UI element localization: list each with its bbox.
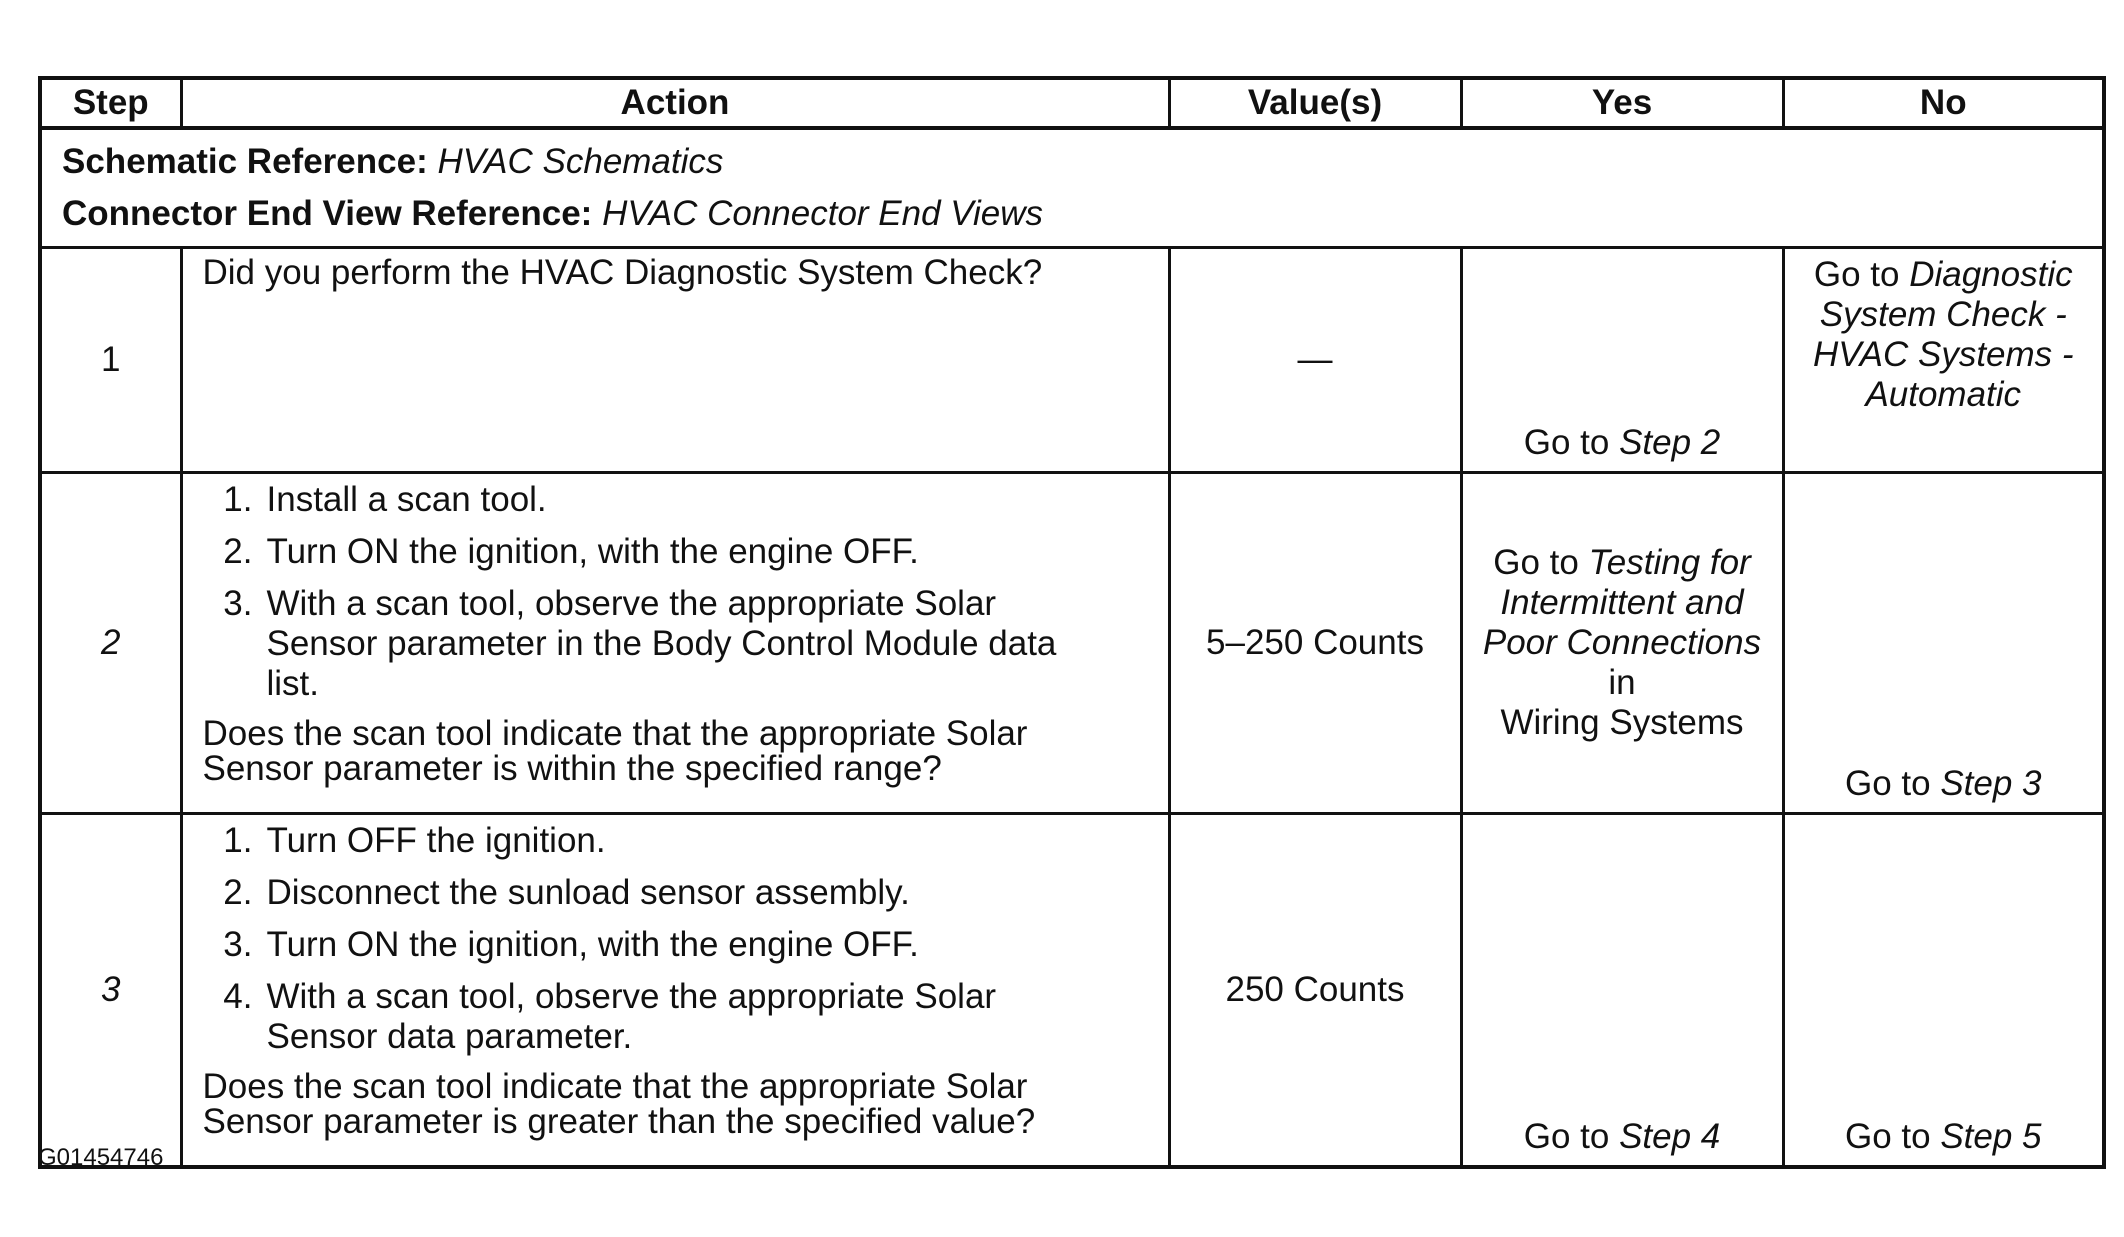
diagnostic-table [38, 76, 2106, 1169]
value-cell: 5–250 Counts [1169, 473, 1461, 814]
no-cell [1783, 814, 2104, 1168]
no-prefix: Go to [1844, 764, 1931, 803]
value-cell: 250 Counts [1169, 814, 1461, 1168]
table-row [40, 248, 2104, 473]
no-cell [1783, 473, 2104, 814]
header-action: Action [181, 78, 1169, 128]
header-step: Step [40, 78, 181, 128]
yes-link[interactable]: Testing for Intermittent and Poor Connections [1482, 543, 1762, 662]
yes-cell [1461, 814, 1783, 1168]
item-text: Disconnect the sunload sensor assembly. [266, 873, 910, 912]
item-text: Turn ON the ignition, with the engine OFF. [266, 532, 919, 571]
item-number: 2. [223, 873, 253, 912]
item-number: 4. [223, 977, 253, 1016]
no-link[interactable]: Diagnostic System Check - HVAC Systems - Automatic [1812, 255, 2074, 414]
connector-reference-label: Connector End View Reference: [62, 194, 593, 233]
yes-cell [1461, 248, 1783, 473]
step-number: 1 [40, 248, 181, 473]
step-number: 3 [40, 814, 181, 1168]
item-number: 3. [223, 584, 253, 623]
value-cell: — [1169, 248, 1461, 473]
action-steps-list [203, 480, 1158, 704]
action-cell [181, 248, 1169, 473]
item-text: With a scan tool, observe the appropriate Solar Sensor data parameter. [266, 977, 997, 1056]
connector-reference [62, 188, 2102, 240]
list-item [203, 532, 1158, 572]
action-steps-list [203, 821, 1158, 1057]
action-question: Does the scan tool indicate that the appropriate Solar Sensor parameter is greater than the specified value? [202, 1067, 1036, 1141]
item-text: Turn OFF the ignition. [266, 821, 606, 860]
header-yes: Yes [1461, 78, 1783, 128]
action-question: Did you perform the HVAC Diagnostic System Check? [202, 253, 1043, 292]
schematic-reference-label: Schematic Reference: [62, 142, 428, 181]
yes-suffix-link[interactable]: Wiring Systems [1500, 703, 1744, 742]
item-text: Install a scan tool. [266, 480, 547, 519]
yes-suffix-in: in [1608, 663, 1636, 702]
schematic-reference [62, 136, 2102, 188]
table-row [40, 814, 2104, 1168]
no-cell [1783, 248, 2104, 473]
yes-cell [1461, 473, 1783, 814]
action-question: Does the scan tool indicate that the appropriate Solar Sensor parameter is within the specified range? [202, 714, 1028, 788]
item-text: Turn ON the ignition, with the engine OFF. [266, 925, 919, 964]
connector-reference-link[interactable]: HVAC Connector End Views [602, 194, 1044, 233]
figure-code: G01454746 [38, 1144, 164, 1171]
step-number: 2 [40, 473, 181, 814]
no-link[interactable]: Step 5 [1940, 1117, 2042, 1156]
reference-row [40, 128, 2104, 248]
yes-prefix: Go to [1523, 423, 1610, 462]
item-text: With a scan tool, observe the appropriate Solar Sensor parameter in the Body Control Module data list. [266, 584, 1057, 703]
list-item [203, 977, 1158, 1057]
header-row [40, 78, 2104, 128]
item-number: 2. [223, 532, 253, 571]
yes-prefix: Go to [1493, 543, 1579, 582]
yes-link[interactable]: Step 2 [1619, 423, 1721, 462]
no-link[interactable]: Step 3 [1940, 764, 2042, 803]
yes-prefix: Go to [1523, 1117, 1610, 1156]
reference-cell [40, 128, 2104, 248]
list-item [203, 480, 1158, 520]
list-item [203, 925, 1158, 965]
action-cell [181, 473, 1169, 814]
no-prefix: Go to [1844, 1117, 1931, 1156]
item-number: 1. [223, 480, 253, 519]
yes-link[interactable]: Step 4 [1619, 1117, 1721, 1156]
item-number: 3. [223, 925, 253, 964]
schematic-reference-link[interactable]: HVAC Schematics [437, 142, 724, 181]
action-cell [181, 814, 1169, 1168]
header-values: Value(s) [1169, 78, 1461, 128]
no-prefix: Go to [1813, 255, 1900, 294]
list-item [203, 873, 1158, 913]
table-row [40, 473, 2104, 814]
item-number: 1. [223, 821, 253, 860]
header-no: No [1783, 78, 2104, 128]
list-item [203, 584, 1158, 704]
list-item [203, 821, 1158, 861]
